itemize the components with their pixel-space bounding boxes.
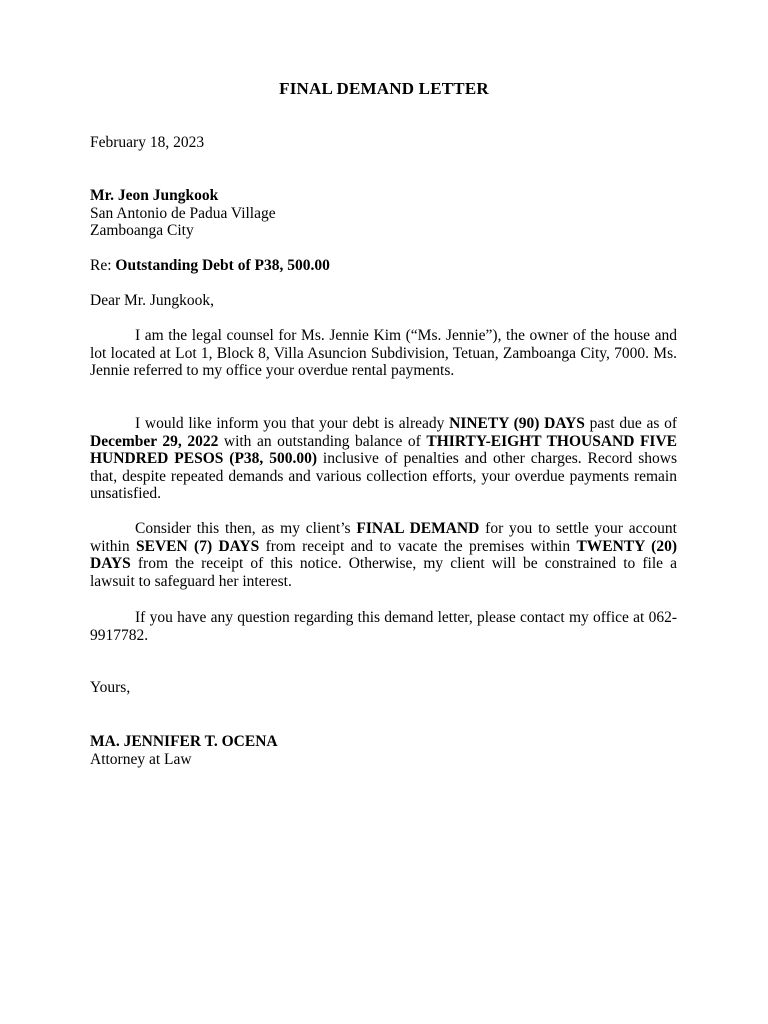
paragraph-3 xyxy=(90,520,677,590)
closing: Yours, xyxy=(90,679,131,696)
paragraph-2-bold-date: December 29, 2022 xyxy=(90,432,219,450)
paragraph-3-text-2: for you to settle your account within xyxy=(90,520,677,555)
subject-line xyxy=(90,257,677,275)
paragraph-2-text-3: with an outstanding balance of xyxy=(218,432,427,450)
paragraph-2-text-2: past due as of xyxy=(584,415,677,432)
paragraph-4: If you have any question regarding this demand letter, please contact my office at 062-9917782. xyxy=(90,609,677,644)
paragraph-3-bold-final-demand: FINAL DEMAND xyxy=(356,520,480,537)
signatory-title: Attorney at Law xyxy=(90,750,192,768)
paragraph-2-text-1: I would like inform you that your debt is already xyxy=(135,415,450,432)
letter-date: February 18, 2023 xyxy=(90,134,205,151)
paragraph-3-text-1: Consider this then, as my client’s xyxy=(135,520,357,537)
paragraph-3-bold-seven-days: SEVEN (7) DAYS xyxy=(135,537,260,555)
subject-text: Outstanding Debt of P38, 500.00 xyxy=(115,257,330,274)
addressee-address-line2: Zamboanga City xyxy=(90,222,194,240)
paragraph-2 xyxy=(90,415,677,503)
addressee-block xyxy=(90,187,677,240)
paragraph-1: I am the legal counsel for Ms. Jennie Kim (“Ms. Jennie”), the owner of the house and lot located at Lot 1, Block 8, Villa Asuncion Subdivision, Tetuan, Zamboanga City, 7000. Ms. Jennie referred to my office your overdue rental payments. xyxy=(90,327,677,380)
addressee-address-line1: San Antonio de Padua Village xyxy=(90,204,276,222)
salutation: Dear Mr. Jungkook, xyxy=(90,292,214,309)
subject-prefix: Re: xyxy=(90,257,116,274)
paragraph-2-bold-days: NINETY (90) DAYS xyxy=(449,415,585,432)
letter-title: FINAL DEMAND LETTER xyxy=(279,79,489,98)
paragraph-3-bold-twenty-days: TWENTY (20) DAYS xyxy=(90,537,677,573)
signatory-block xyxy=(90,733,677,768)
paragraph-2-text-4: inclusive of penalties and other charges. Record shows that, despite repeated demands and various collection efforts, your overdue payments remain unsatisfied. xyxy=(90,450,677,503)
paragraph-3-text-3: from receipt and to vacate the premises within xyxy=(259,537,577,555)
addressee-name: Mr. Jeon Jungkook xyxy=(90,187,219,204)
signatory-name: MA. JENNIFER T. OCENA xyxy=(90,733,278,750)
paragraph-3-text-4: from the receipt of this notice. Otherwise, my client will be constrained to file a lawsuit to safeguard her interest. xyxy=(90,555,677,590)
paragraph-2-bold-amount: THIRTY-EIGHT THOUSAND FIVE HUNDRED PESOS (P38, 500.00) xyxy=(90,432,677,468)
